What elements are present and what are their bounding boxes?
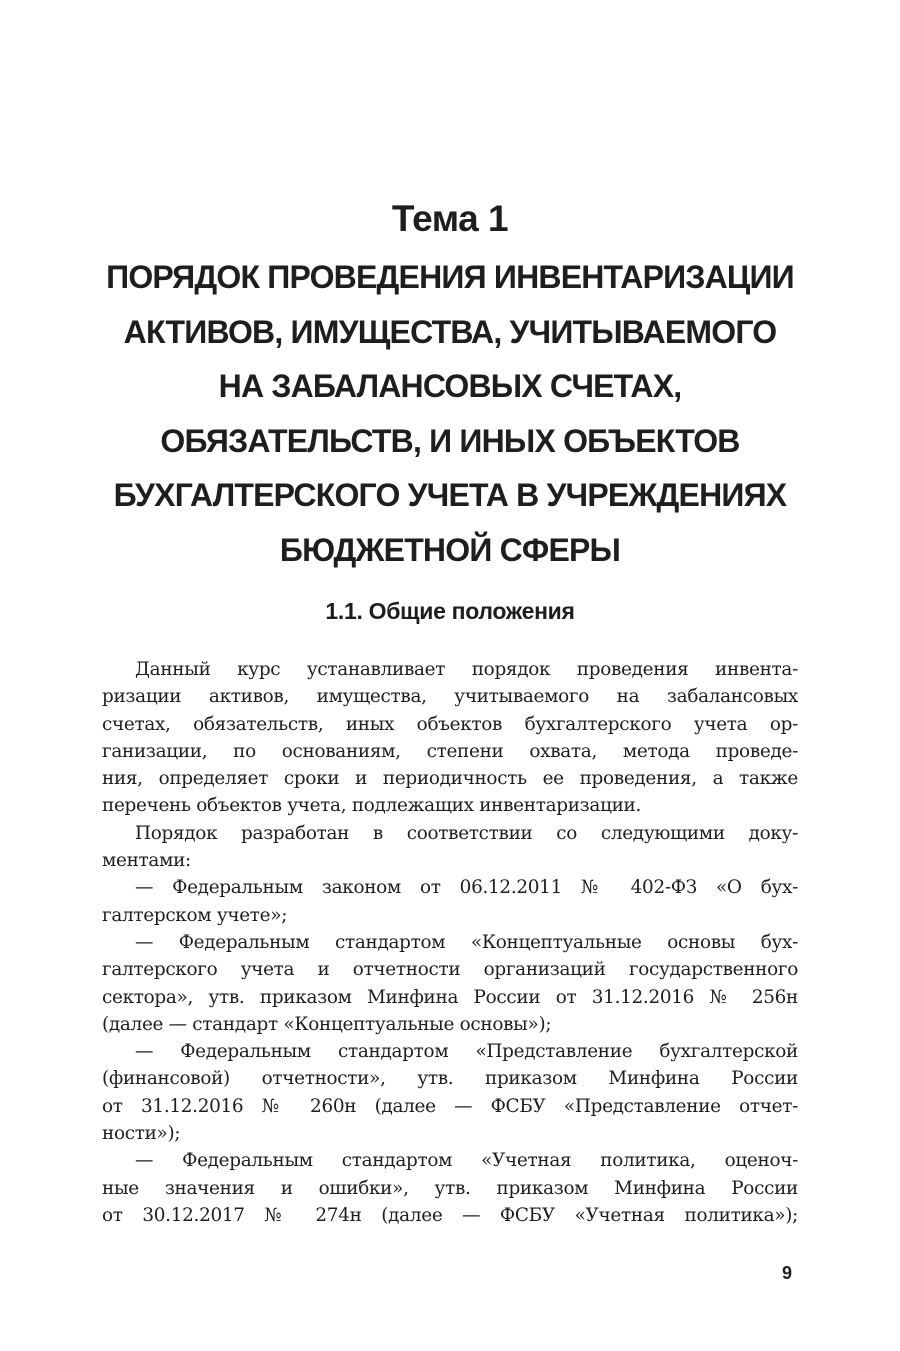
chapter-title-line: БЮДЖЕТНОЙ СФЕРЫ <box>279 531 621 568</box>
text-line: ния, определяет сроки и периодичность ее проведения, а также <box>102 768 798 790</box>
chapter-title-line: АКТИВОВ, ИМУЩЕСТВА, УЧИТЫВАЕМОГО <box>123 313 777 350</box>
text-line: сектора», утв. приказом Минфина России от 31.12.2016 № 256н <box>102 986 798 1008</box>
text-line: от 30.12.2017 № 274н (далее — ФСБУ «Учетная политика»); <box>102 1204 798 1226</box>
body-text <box>102 656 798 1229</box>
text-line: ные значения и ошибки», утв. приказом Минфина России <box>102 1177 798 1199</box>
text-line: галтерском учете»; <box>102 904 288 926</box>
text-line: — Федеральным стандартом «Учетная политика, оценоч- <box>135 1150 798 1172</box>
text-line: ризации активов, имущества, учитываемого на забалансовых <box>102 686 798 708</box>
text-line: ности»); <box>102 1123 181 1145</box>
text-line: — Федеральным стандартом «Представление бухгалтерской <box>135 1041 798 1063</box>
text-line: ганизации, по основаниям, степени охвата, метода проведе- <box>102 740 798 762</box>
chapter-title-line: БУХГАЛТЕРСКОГО УЧЕТА В УЧРЕЖДЕНИЯХ <box>113 477 787 513</box>
text-line: от 31.12.2016 № 260н (далее — ФСБУ «Представление отчет- <box>102 1095 798 1117</box>
text-line: (далее — стандарт «Концептуальные основы»); <box>102 1013 552 1035</box>
chapter-title-line: ОБЯЗАТЕЛЬСТВ, И ИНЫХ ОБЪЕКТОВ <box>160 422 740 459</box>
text-line: Порядок разработан в соответствии со следующими доку- <box>135 822 798 844</box>
page-number: 9 <box>782 1263 793 1283</box>
text-line: Данный курс устанавливает порядок проведения инвента- <box>135 659 798 680</box>
section-heading: 1.1. Общие положения <box>325 598 575 624</box>
chapter-title-line: НА ЗАБАЛАНСОВЫХ СЧЕТАХ, <box>218 368 682 404</box>
text-line: ментами: <box>102 850 191 872</box>
text-line: (финансовой) отчетности», утв. приказом Минфина России <box>102 1068 798 1090</box>
text-line: — Федеральным законом от 06.12.2011 № 402-ФЗ «О бух- <box>135 877 798 899</box>
text-line: — Федеральным стандартом «Концептуальные основы бух- <box>135 931 798 953</box>
chapter-title <box>0 250 900 577</box>
topic-heading: Тема 1 <box>391 198 509 239</box>
text-line: галтерского учета и отчетности организаций государственного <box>102 959 798 981</box>
text-line: перечень объектов учета, подлежащих инвентаризации. <box>102 795 642 817</box>
chapter-title-line: ПОРЯДОК ПРОВЕДЕНИЯ ИНВЕНТАРИЗАЦИИ <box>106 259 794 295</box>
text-line: счетах, обязательств, иных объектов бухгалтерского учета ор- <box>102 713 798 735</box>
